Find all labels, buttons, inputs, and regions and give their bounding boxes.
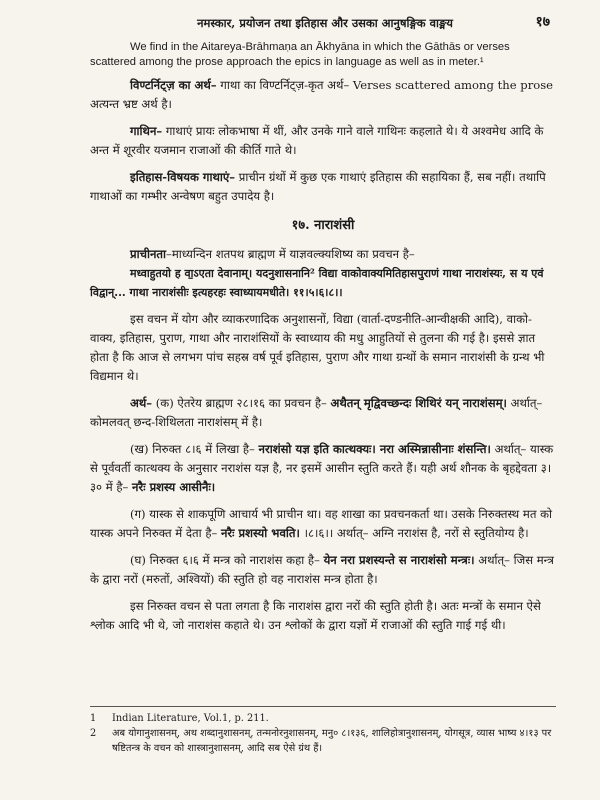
artha-d-paragraph (90, 551, 556, 589)
artha-c-post: ।८।६।। अर्थात्– अग्नि नराशंस है, नरों से स्तुतियोग्य है। (303, 526, 529, 540)
shatapatha-quote: मध्वाहुतयो ह वा॒ऽएता देवानाम्। यदनुशासनानि² विद्या वाकोवाक्यमितिहासपुराणं गाथा नाराशंस्यः, स य एवं विद्वान्... गाथा नाराशंसीः इत्यहरहः स्वाध्यायमधीते। ११।५।६।८।। (90, 267, 544, 299)
gathin-paragraph (90, 122, 556, 160)
artha-c-quote: नरैः प्रशस्यो भवति। (220, 526, 300, 540)
footnotes (90, 706, 556, 756)
artha-d-pre: (घ) निरुक्त ६।६ में मन्त्र को नाराशंस कहा है– (130, 553, 320, 567)
artha-b-post: अर्थात्– यास्क से पूर्ववर्ती कात्थक्य के अनुसार नराशंस यज्ञ है, नर इसमें आसीन स्तुति करते हैं। यही अर्थ शौनक के बृहद्देवता ३।३० में है– (90, 442, 554, 494)
prachinata-text: –माध्यन्दिन शतपथ ब्राह्मण में याज्ञवल्क्यशिष्य का प्रवचन है– (166, 247, 415, 261)
footnote-number: 1 (90, 713, 97, 724)
winternitz-paragraph (90, 76, 556, 114)
itihasa-label: इतिहास-विषयक गाथाएं– (130, 170, 236, 184)
winternitz-text: गाथा का विण्टर्निट्ज़-कृत अर्थ– Verses scattered among the prose अत्यन्त भ्रष्ट अर्थ है। (90, 78, 554, 111)
artha-b-quote: नराशंसो यज्ञ इति कात्थक्यः। नरा अस्मिन्नासीनाः शंसन्ति। (258, 442, 491, 456)
gathin-label: गाथिन– (130, 124, 163, 138)
page-body (90, 40, 556, 635)
gathin-text: गाथाएं प्रायः लोकभाषा में थीं, और उनके गाने वाले गाथिनः कहलाते थे। ये अश्वमेध आदि के अन्त में शूरवीर यजमान राजाओं की कीर्ति गाते थे। (90, 124, 544, 157)
artha-d-quote: येन नरा प्रशस्यन्ते स नाराशंसो मन्त्रः। (323, 553, 475, 567)
footnote-text: अब योगानुशासनम्, अथ शब्दानुशासनम्, तन्मनोरनुशासनम्, मनु० ८।१३६, शालिहोत्रानुशासनम्, योगसूत्र, व्यास भाष्य ४।१३ पर षष्टितन्त्र के वचन को शास्त्रानुशासनम्, आदि सब ऐसे ग्रंथ हैं। (112, 728, 552, 754)
artha-a-pre: (क) ऐतरेय ब्राह्मण २८।१६ का प्रवचन है– (155, 396, 327, 410)
english-paragraph: We find in the Aitareya-Brāhmaṇa an Ākhyāna in which the Gāthās or verses scattered among the prose approach the epics in language as well as in meter.¹ (90, 41, 510, 68)
artha-c-pre: (ग) यास्क से शाकपूणि आचार्य भी प्राचीन था। वह शाखा का प्रवचनकर्ता था। उसके निरुक्तस्थ मत को यास्क अपने निरुक्त में देता है– (90, 507, 553, 540)
artha-a-paragraph (90, 394, 556, 432)
paragraph-1: इस वचन में योग और व्याकरणादिक अनुशासनों, विद्या (वार्ता-दण्डनीति-आन्वीक्षकी आदि), वाको-वाक्य, इतिहास, पुराण, गाथा और नाराशंसियों के स्वाध्याय की मधु आहुतियों से तुलना की गई है। इससे ज्ञात होता है कि आज से लगभग पांच सहस्र वर्ष पूर्व इतिहास, पुराण और गाथा ग्रन्थों के समान नाराशंसी के ग्रन्थ भी विद्यमान थे। (90, 312, 545, 383)
prachinata-paragraph (90, 245, 556, 264)
itihasa-paragraph (90, 168, 556, 206)
footnote-2 (90, 726, 556, 756)
artha-c-paragraph (90, 505, 556, 543)
artha-a-post: अर्थात्–कोमलवत् छन्द-शिथिलता नाराशंसम् में है। (90, 396, 543, 429)
prachinata-label: प्राचीनता (130, 247, 167, 261)
running-header: नमस्कार, प्रयोजन तथा इतिहास और उसका आनुषङ्गिक वाङ्मय (197, 16, 453, 30)
itihasa-text: प्राचीन ग्रंथों में कुछ एक गाथाएं इतिहास की सहायिका हैं, सब नहीं। तथापि गाथाओं का गम्भीर अन्वेषण बहुत उपादेय है। (90, 170, 546, 203)
artha-a-quote: अथैतन् मृद्विवच्छन्दः शिथिरं यन् नाराशंसम्। (330, 396, 507, 410)
footnote-number: 2 (90, 728, 97, 739)
paragraph-2: इस निरुक्त वचन से पता लगता है कि नाराशंस द्वारा नरों की स्तुति होती है। अतः मन्त्रों के समान ऐसे श्लोक आदि भी थे, जो नाराशंस कहाते थे। उन श्लोकों के द्वारा यज्ञों में राजाओं की स्तुति गाई गई थी। (90, 599, 541, 632)
section-title: १७. नाराशंसी (291, 218, 355, 233)
artha-d-post: अर्थात्– जिस मन्त्र के द्वारा नरों (मरुतों, अश्वियों) की स्तुति हो वह नाराशंस मन्त्र होता है। (90, 553, 554, 586)
page-number: १७ (535, 14, 550, 30)
artha-b-quote-2: नरैः प्रशस्य आसीनैः। (132, 480, 216, 494)
footnote-1 (90, 711, 556, 726)
artha-b-paragraph (90, 440, 556, 497)
footnote-text: Indian Literature, Vol.1, p. 211. (112, 713, 269, 724)
artha-b-pre: (ख) निरुक्त ८।६ में लिखा है– (130, 442, 255, 456)
artha-label: अर्थ– (130, 396, 153, 410)
winternitz-label: विण्टर्निट्ज़ का अर्थ– (130, 78, 217, 92)
